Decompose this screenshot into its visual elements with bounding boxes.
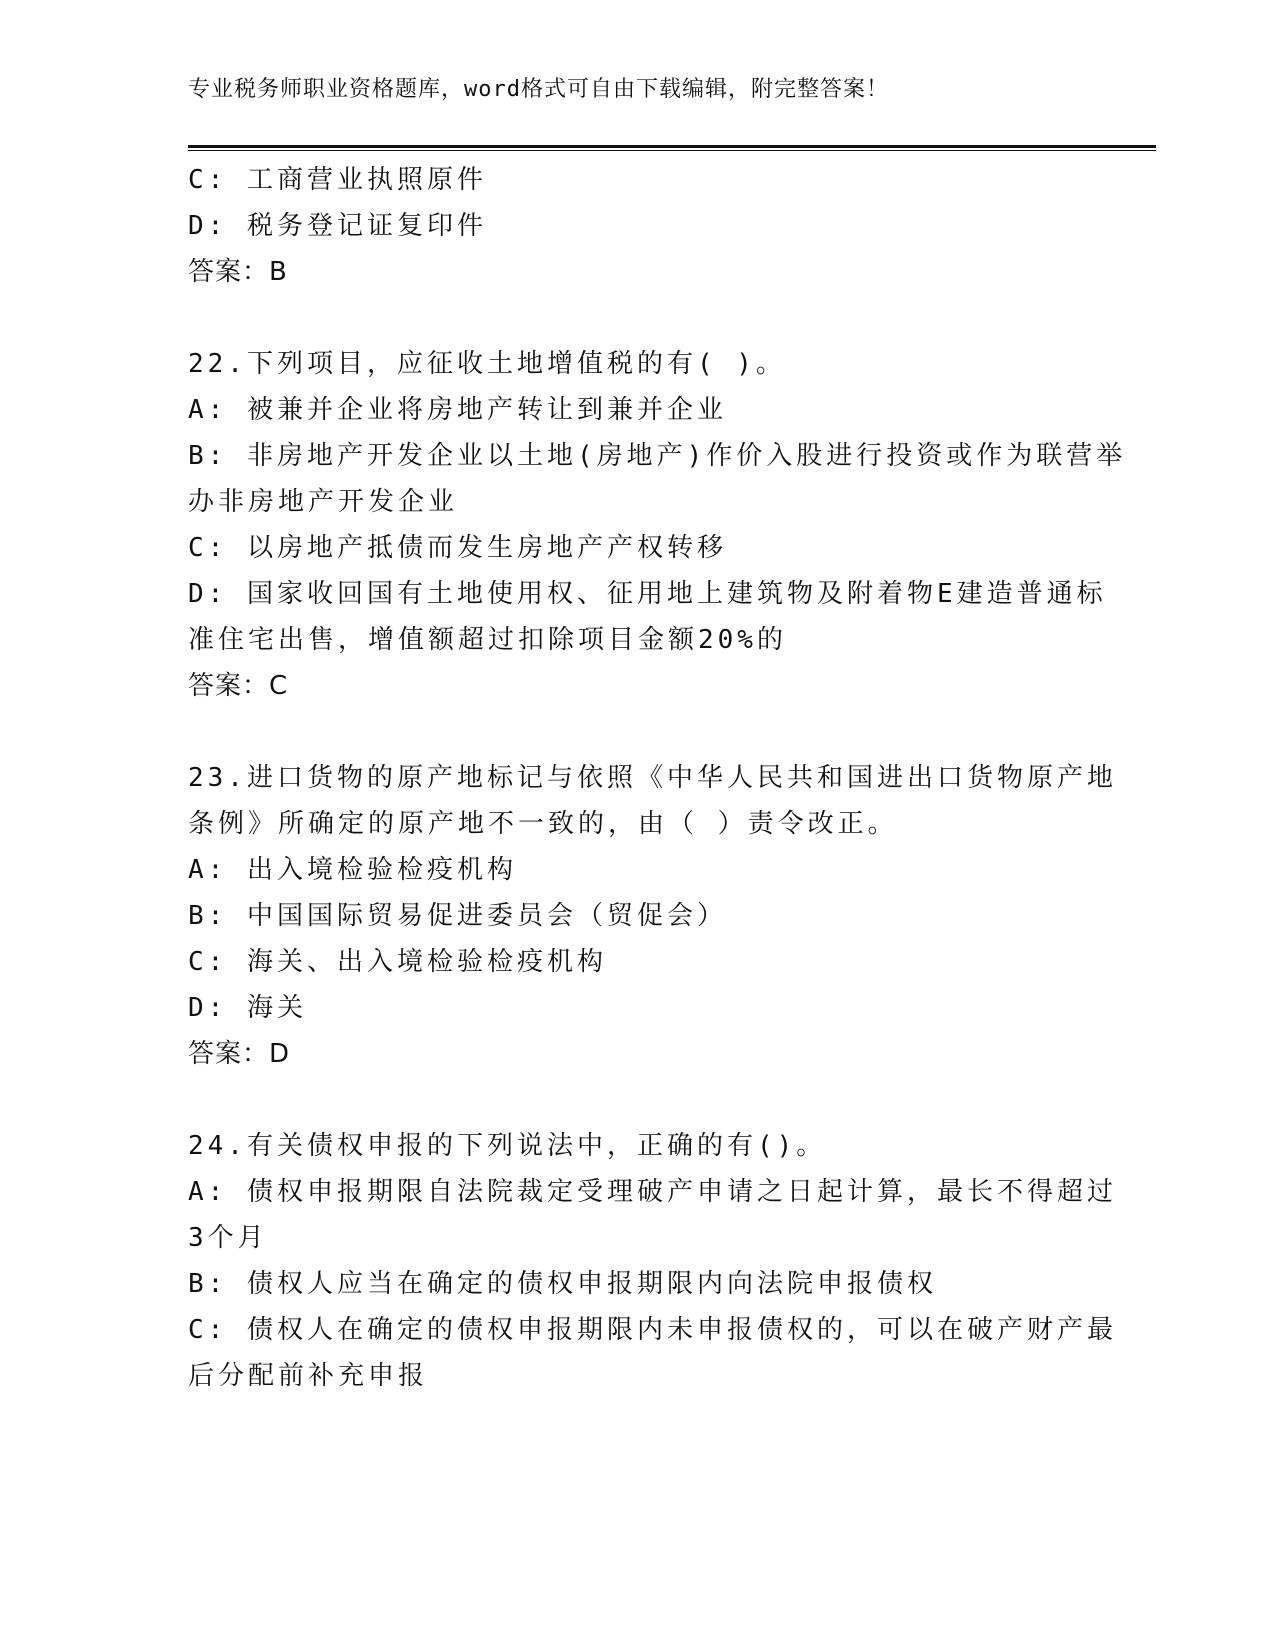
text-line: B: 非房地产开发企业以土地(房地产)作价入股进行投资或作为联营举 xyxy=(188,441,1127,471)
question-text: 24.有关债权申报的下列说法中，正确的有()。 xyxy=(188,1131,827,1161)
text-line: 准住宅出售，增值额超过扣除项目金额20%的 xyxy=(188,625,787,655)
block-spacer xyxy=(188,295,1078,341)
text-line: A: 被兼并企业将房地产转让到兼并企业 xyxy=(188,395,727,425)
continuation-block xyxy=(188,157,1078,295)
question-block xyxy=(188,341,1127,709)
text-line: C: 以房地产抵债而发生房地产产权转移 xyxy=(188,533,727,563)
text-line: 办非房地产开发企业 xyxy=(188,487,459,517)
text-line: B: 债权人应当在确定的债权申报期限内向法院申报债权 xyxy=(188,1269,937,1299)
answer-line: 答案：B xyxy=(188,257,288,287)
question-text: 23.进口货物的原产地标记与依照《中华人民共和国进出口货物原产地 xyxy=(188,763,1117,793)
text-line: D: 国家收回国有土地使用权、征用地上建筑物及附着物E建造普通标 xyxy=(188,579,1107,609)
answer-line: 答案：D xyxy=(188,1039,291,1069)
text-line: B: 中国国际贸易促进委员会（贸促会） xyxy=(188,901,727,931)
page-header: 专业税务师职业资格题库，word格式可自由下载编辑，附完整答案！ xyxy=(188,77,889,102)
answer-line: 答案：C xyxy=(188,671,289,701)
question-block xyxy=(188,755,1117,1077)
text-line: D: 海关 xyxy=(188,993,307,1023)
block-spacer xyxy=(188,1077,1078,1123)
text-line: C: 债权人在确定的债权申报期限内未申报债权的，可以在破产财产最 xyxy=(188,1315,1117,1345)
text-line: C: 海关、出入境检验检疫机构 xyxy=(188,947,607,977)
text-line: 3个月 xyxy=(188,1223,268,1253)
text-line: C: 工商营业执照原件 xyxy=(188,165,487,195)
text-line: D: 税务登记证复印件 xyxy=(188,211,487,241)
text-line: A: 出入境检验检疫机构 xyxy=(188,855,517,885)
question-block xyxy=(188,1123,1117,1399)
text-line: 后分配前补充申报 xyxy=(188,1361,429,1391)
document-body xyxy=(188,157,1127,1399)
text-line: A: 债权申报期限自法院裁定受理破产申请之日起计算，最长不得超过 xyxy=(188,1177,1117,1207)
text-line: 条例》所确定的原产地不一致的，由（ ）责令改正。 xyxy=(188,809,898,839)
block-spacer xyxy=(188,709,1078,755)
header-divider xyxy=(188,145,1156,151)
question-text: 22.下列项目，应征收土地增值税的有( )。 xyxy=(188,349,786,379)
